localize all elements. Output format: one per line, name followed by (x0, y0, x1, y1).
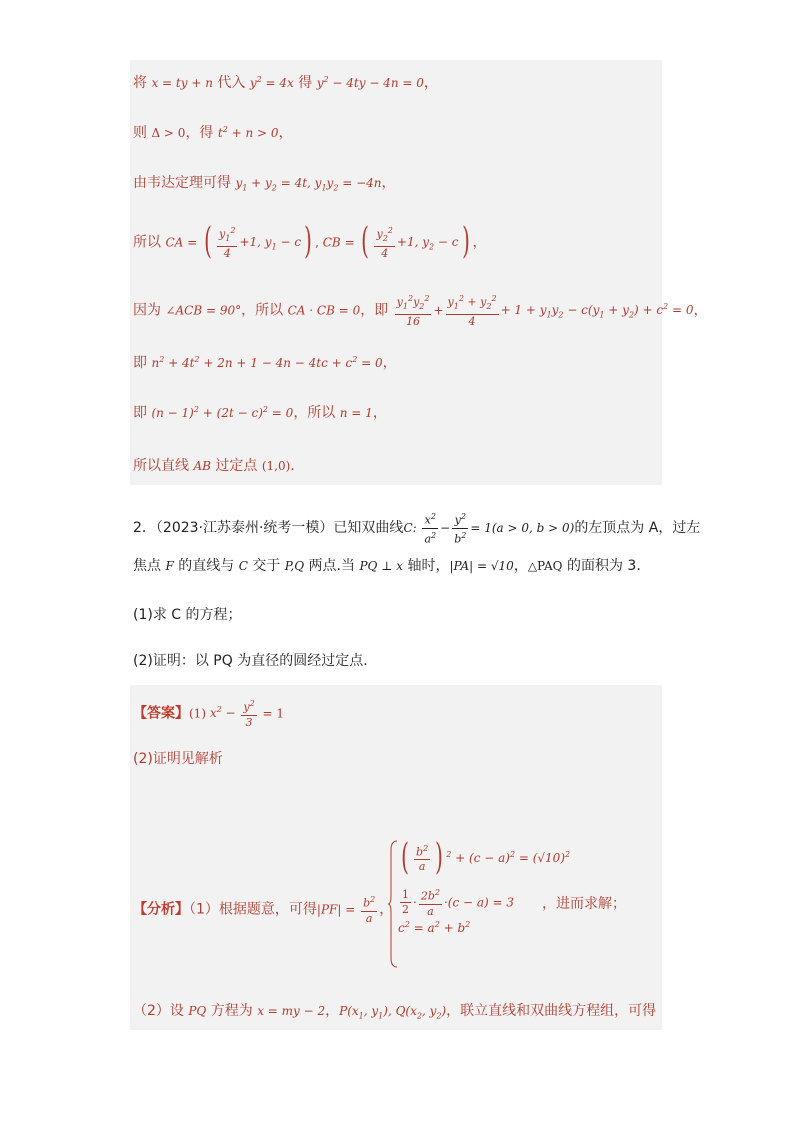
math: F (165, 559, 174, 573)
text: ， (693, 302, 708, 319)
math: (1) (189, 706, 210, 721)
math: $(n - 1)^2 + (2t - c)^2 = 0$ (151, 405, 294, 420)
math: AB (193, 459, 211, 473)
answer-line-2: (2)证明见解析 (133, 751, 223, 767)
math: (1,0) (261, 459, 291, 473)
fraction: $\frac{y_2^2}{4}$ (376, 226, 393, 260)
text: ，所以 (293, 405, 340, 421)
system-brace (388, 840, 398, 968)
text: ， (381, 175, 396, 191)
solution-line-2 (133, 122, 293, 142)
answer-tag: 【答案】 (133, 705, 189, 722)
math: $x^2$ − (209, 705, 240, 721)
analysis-line-2 (133, 1000, 656, 1020)
problem-cond: 的左顶点为 A，过左 (574, 520, 701, 537)
text: ， (372, 405, 387, 421)
solution-line-7 (133, 402, 387, 422)
fraction: $\frac{y^2}{b^2}$ (454, 512, 467, 546)
solution-line-6 (133, 352, 397, 372)
system-eq-3 (398, 920, 470, 936)
problem-line-2 (133, 555, 641, 575)
math: $y^2 = 4x$ (249, 75, 294, 90)
text: ， (379, 901, 394, 918)
text: 的面积为 3. (562, 558, 641, 574)
vector-ca: CA (165, 235, 184, 250)
math: C (238, 559, 248, 573)
math: $^2 + (c - a)^2 = (√10)^2$ (446, 850, 571, 865)
math: +1, $y_1 - c$ (239, 235, 302, 252)
math: , (315, 235, 323, 250)
fraction: $\frac{y_1^2}{4}$ (219, 226, 236, 260)
text: . (290, 458, 295, 474)
system-eq-2 (398, 886, 514, 919)
text: 则 (133, 125, 152, 141)
solution-line-1 (133, 72, 438, 92)
text: ， (382, 355, 397, 371)
text: 两点.当 (304, 558, 360, 574)
fraction: $\frac{2b^2}{a}$ (420, 888, 440, 918)
math: Δ > 0 (151, 126, 186, 140)
text: 的直线与 (173, 558, 239, 574)
math: PQ (188, 1004, 207, 1018)
math: $t^2 + n > 0$ (217, 125, 279, 140)
math: △PAQ (527, 559, 563, 573)
math: x = my − 2 (257, 1004, 326, 1018)
text: ，所以 (241, 302, 288, 319)
solution-line-3 (133, 172, 396, 192)
analysis-line-1-tail: ，进而求解； (542, 896, 626, 912)
math: n = 1 (339, 406, 373, 420)
fraction: $\frac{y^2}{3}$ (243, 699, 255, 729)
text: 轴时， (403, 558, 450, 574)
math: − (440, 521, 451, 536)
text: ， (423, 75, 438, 91)
math: = 1(a > 0, b > 0) (470, 521, 575, 536)
analysis-text: （1）根据题意，可得 (189, 901, 317, 918)
text: 交于 (247, 558, 285, 574)
math: x = ty + n (151, 76, 213, 90)
solution-line-4 (133, 221, 487, 263)
text: 焦点 (133, 558, 166, 574)
vector-cb: CB (322, 235, 341, 250)
text: 所以直线 (133, 458, 194, 474)
math: = (183, 235, 201, 250)
fraction: $\frac{y_1^2 + y_2^2}{4}$ (447, 294, 497, 328)
text: 代入 (212, 75, 250, 91)
text: （2）设 (133, 1003, 189, 1019)
analysis-part2-tail: ，联立直线和双曲线方程组，可得 (446, 1003, 657, 1019)
text: 由韦达定理可得 (133, 175, 236, 191)
system-eq-1 (398, 837, 571, 878)
math: CA · CB = 0 (287, 303, 361, 318)
math: $y^2 - 4ty - 4n = 0$ (316, 75, 424, 90)
paren: ( (361, 221, 370, 263)
text: 方程为 (206, 1003, 258, 1019)
text: 过定点 (210, 458, 262, 474)
text: ， (325, 1003, 340, 1019)
math: $P(x_1$, $y_1$), $Q(x_2$, $y_2$) (339, 1004, 447, 1021)
math: = (340, 235, 359, 250)
text: 因为 (133, 302, 166, 319)
solution-line-8 (133, 455, 295, 475)
text: 即 (133, 355, 152, 371)
text: ， (513, 558, 528, 574)
math: +1, $y_2 - c$ (396, 235, 459, 252)
paren: ) (461, 221, 470, 263)
math: |PA| = √10 (449, 559, 514, 573)
fraction: $\frac{y_1^2y_2^2}{16}$ (396, 294, 430, 328)
math: ·(c − a) = 3 (443, 895, 515, 910)
math: $y_1 + y_2 = 4t$, $y_1y_2 = -4n$ (235, 176, 382, 193)
question-1: (1)求 C 的方程； (133, 607, 242, 623)
math: $c^2 = a^2 + b^2$ (398, 920, 471, 935)
math: + $1 + y_1y_2 - c(y_1 + y_2) + c^2 = 0$ (500, 302, 694, 320)
problem-intro: 2．（2023·江苏泰州·统考一模）已知双曲线 (133, 520, 404, 537)
problem-line-1 (133, 510, 700, 546)
fraction: $\frac{b^2}{a}$ (416, 843, 429, 874)
math: = 1 (258, 706, 285, 721)
math: · (413, 895, 417, 910)
math: ∠ACB = 90° (165, 303, 242, 318)
paren: ( (204, 221, 212, 263)
text: ，得 (185, 125, 218, 141)
fraction: $\frac{b^2}{a}$ (363, 895, 376, 925)
fraction: $\frac{1}{2}$ (402, 887, 409, 916)
fraction: $\frac{x^2}{a^2}$ (424, 512, 437, 546)
math: PQ ⊥ x (359, 559, 404, 573)
text: 得 (293, 75, 317, 91)
paren: ) (304, 221, 312, 263)
analysis-tag: 【分析】 (133, 901, 189, 918)
text: 所以 (133, 234, 161, 251)
analysis-line-1 (133, 893, 393, 926)
solution-line-5 (133, 292, 708, 329)
text: ， (472, 234, 487, 251)
math: C: (403, 521, 421, 536)
text: 即 (133, 405, 152, 421)
text: ，即 (360, 302, 393, 319)
question-2: (2)证明：以 PQ 为直径的圆经过定点. (133, 653, 368, 669)
math: $n^2 + 4t^2 + 2n + 1 - 4n - 4tc + c^2 = 0$ (151, 355, 383, 370)
paren: ) (435, 837, 444, 878)
math: P,Q (284, 559, 305, 573)
math: |PF| = (316, 902, 360, 917)
text: ， (278, 125, 293, 141)
answer-line-1 (133, 697, 284, 730)
text: 将 (133, 75, 152, 91)
math: + (433, 303, 444, 318)
paren: ( (401, 837, 409, 878)
